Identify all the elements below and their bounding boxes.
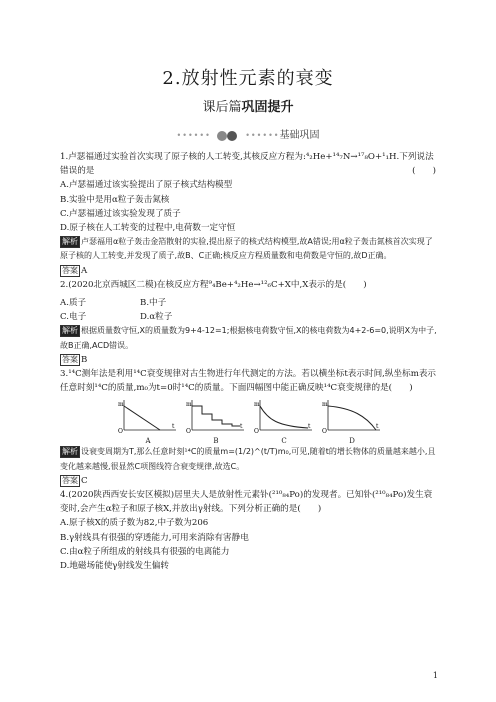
svg-text:O: O: [322, 428, 327, 435]
q3-graph-b: [186, 398, 246, 446]
q3-graph-a: [118, 398, 178, 446]
svg-text:m: m: [322, 401, 328, 409]
q3-graph-label-a: A: [145, 437, 151, 446]
svg-text:O: O: [118, 428, 123, 435]
svg-text:m: m: [118, 401, 124, 409]
section-label: 基础巩固: [279, 130, 320, 141]
section-heading: [0, 126, 496, 142]
analysis-tag: 解析: [62, 326, 78, 336]
q2-analysis: 解析 根据质量数守恒,X的质量数为9+4-12=1;根据核电荷数守恒,X的核电荷数为4+2-6=0,说明X为中子,故B正确,ACD错误。: [60, 326, 437, 350]
q1-option-b: B.实验中是用α粒子轰击氮核: [60, 194, 170, 205]
q1-option-d: D.原子核在人工转变的过程中,电荷数一定守恒: [60, 223, 236, 234]
q3-answer: 答案 C: [62, 475, 88, 486]
q3-graph-d: [322, 398, 382, 446]
q1-answer: 答案 A: [62, 265, 88, 276]
q3-graph-label-b: B: [213, 437, 219, 446]
answer-tag: 答案: [62, 475, 78, 485]
q2-answer: 答案 B: [62, 354, 88, 365]
q2-option-a: A.质子: [60, 298, 87, 309]
svg-text:m: m: [186, 401, 192, 409]
svg-text:t: t: [172, 423, 175, 431]
page-number: 1: [432, 671, 438, 680]
q3-graph-c: [254, 398, 314, 446]
svg-text:t: t: [308, 423, 311, 431]
answer-tag: 答案: [62, 265, 78, 275]
q2-option-c: C.电子: [60, 312, 87, 323]
subtitle-prefix: 课后篇: [202, 100, 242, 115]
question-list: [60, 150, 440, 573]
q4-option-d: D.地磁场能使γ射线发生偏转: [60, 561, 169, 572]
q3-stem: 3.¹⁴C测年法是利用¹⁴C衰变规律对古生物进行年代测定的方法。若以横坐标t表示时间,纵坐标m表示任意时刻¹⁴C的质量,m₀为t=0时¹⁴C的质量。下面四幅图中能正确反映¹⁴C衰变规律的是( ): [60, 369, 437, 394]
q3-analysis: 解析 设衰变周期为T,那么任意时刻¹⁴C的质量m=(1/2)^(t/T)m₀,可见,随着t的增长物体的质量越来越小,且变化越来越慢,很显然C项图线符合衰变规律,故选C。: [60, 447, 436, 471]
q1-stem: 1.卢瑟福通过实验首次实现了原子核的人工转变,其核反应方程为:⁴₂He+¹⁴₇N→¹⁷₈O+¹₁H.下列说法错误的是 ( ): [60, 150, 440, 178]
q3-graph-label-d: D: [349, 437, 355, 446]
q3-graph-options: [60, 398, 440, 446]
q2-options-row-2: [60, 310, 440, 324]
q3-graph-label-c: C: [281, 437, 287, 446]
svg-text:O: O: [254, 428, 259, 435]
q4-option-a: A.原子核X的质子数为82,中子数为206: [60, 518, 209, 529]
page-title: 2.放射性元素的衰变: [162, 68, 334, 89]
q1-option-c: C.卢瑟福通过该实验发现了质子: [60, 208, 181, 219]
analysis-tag: 解析: [62, 447, 78, 457]
analysis-tag: 解析: [62, 237, 78, 247]
q2-options-row-1: [60, 296, 440, 310]
section-badge-icon: [217, 130, 239, 142]
q2-stem: 2.(2020北京西城区二模)在核反应方程⁹₄Be+⁴₂He→¹²₆C+X中,X表示的是( ): [60, 279, 367, 290]
section-dots-left: ••••••: [176, 131, 211, 140]
page-subtitle: [0, 96, 496, 115]
svg-text:O: O: [186, 428, 191, 435]
q2-option-b: B.中子: [140, 298, 167, 309]
q4-option-b: B.γ射线具有很强的穿透能力,可用来消除有害静电: [60, 532, 249, 543]
q2-option-d: D.α粒子: [140, 312, 173, 323]
q4-stem: 4.(2020陕西西安长安区模拟)居里夫人是放射性元素钋(²¹⁰₈₄Po)的发现者。已知钋(²¹⁰₈₄Po)发生衰变时,会产生α粒子和原子核X,并放出γ射线。下列分析正确的是( ): [60, 490, 433, 515]
svg-text:t: t: [240, 423, 243, 431]
subtitle-bold: 巩固提升: [241, 100, 294, 115]
q1-answer-bracket: ( ): [412, 166, 436, 177]
section-dots-right: ••••••: [245, 131, 280, 140]
svg-text:t: t: [376, 423, 379, 431]
q1-option-a: A.卢瑟福通过该实验提出了原子核式结构模型: [60, 180, 233, 191]
svg-text:m: m: [254, 401, 260, 409]
answer-tag: 答案: [62, 354, 78, 364]
q1-analysis: 解析 卢瑟福用α粒子轰击金箔散射的实验,提出原子的核式结构模型,故A错误;用α粒子轰击氮核首次实现了原子核的人工转变,并发现了质子,故B、C正确;核反应方程质量数和电荷数是守恒的,故D正确。: [60, 237, 433, 261]
q4-option-c: C.由α粒子所组成的射线具有很强的电离能力: [60, 546, 230, 557]
